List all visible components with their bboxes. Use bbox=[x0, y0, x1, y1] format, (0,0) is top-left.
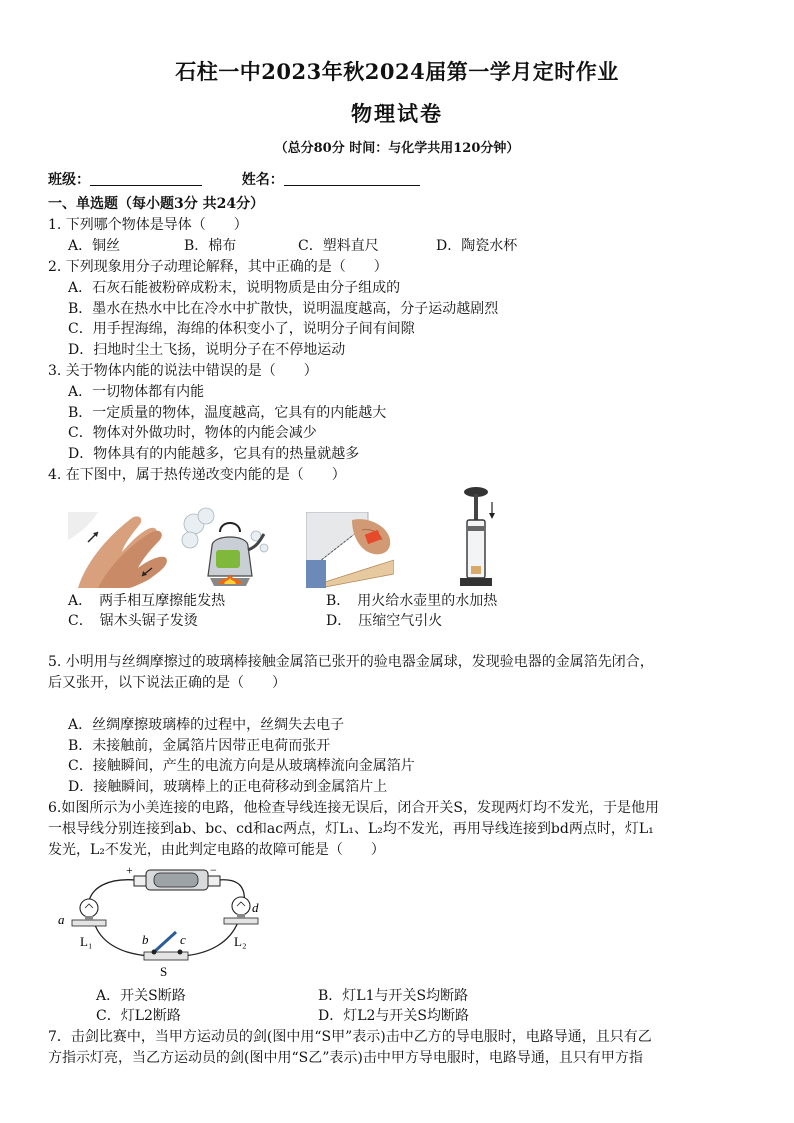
q5-option-b[interactable]: B．未接触前，金属箔片因带正电荷而张开 bbox=[68, 738, 331, 754]
q3-option-c[interactable]: C．物体对外做功时，物体的内能会减少 bbox=[68, 425, 317, 441]
q5-stem-line2: 后又张开，以下说法正确的是（ ） bbox=[48, 675, 286, 691]
class-field[interactable] bbox=[90, 171, 202, 186]
q7-stem-line2: 方指示灯亮，当乙方运动员的剑(图中用“S乙”表示)击中甲方导电服时，电路导通，且只有甲方指 bbox=[48, 1050, 643, 1066]
point-c-label: c bbox=[180, 932, 186, 947]
student-info-row bbox=[48, 170, 420, 190]
q2-option-c[interactable]: C．用手捏海绵，海绵的体积变小了，说明分子间有间隙 bbox=[68, 321, 415, 337]
battery-minus-label: − bbox=[210, 863, 217, 877]
q1-option-a[interactable]: A．铜丝 bbox=[68, 238, 121, 254]
battery-plus-label: + bbox=[126, 863, 133, 877]
q7-stem-line1: 7．击剑比赛中，当甲方运动员的剑(图中用“S甲”表示)击中乙方的导电服时，电路导通，且只有乙 bbox=[48, 1029, 652, 1045]
q5-option-c[interactable]: C．接触瞬间，产生的电流方向是从玻璃棒流向金属箔片 bbox=[68, 758, 415, 774]
q2-option-a[interactable]: A．石灰石能被粉碎成粉末，说明物质是由分子组成的 bbox=[68, 280, 401, 296]
lamp-l1-label: L₁ bbox=[80, 934, 93, 949]
q4-option-a[interactable]: A． 两手相互摩擦能发热 bbox=[68, 593, 226, 609]
q4-option-c[interactable]: C． 锯木头锯子发烫 bbox=[68, 613, 198, 629]
hands-rubbing-image bbox=[68, 512, 174, 588]
q6-option-a[interactable]: A．开关S断路 bbox=[96, 988, 186, 1004]
q5-option-a[interactable]: A．丝绸摩擦玻璃棒的过程中，丝绸失去电子 bbox=[68, 717, 345, 733]
class-label: 班级： bbox=[48, 172, 90, 188]
point-b-label: b bbox=[142, 932, 149, 947]
point-d-label: d bbox=[252, 900, 259, 915]
q1-option-d[interactable]: D．陶瓷水杯 bbox=[436, 238, 518, 254]
q6-option-b[interactable]: B．灯L1与开关S均断路 bbox=[318, 988, 469, 1004]
lamp-l2-label: L₂ bbox=[234, 934, 247, 949]
battery-icon bbox=[134, 870, 220, 890]
exam-title: 石柱一中2023年秋2024届第一学月定时作业 bbox=[175, 59, 619, 84]
q2-option-d[interactable]: D．扫地时尘土飞扬，说明分子在不停地运动 bbox=[68, 342, 346, 358]
q2-stem: 2. 下列现象用分子动理论解释，其中正确的是（ ） bbox=[48, 259, 388, 275]
q2-option-b[interactable]: B．墨水在热水中比在冷水中扩散快，说明温度越高，分子运动越剧烈 bbox=[68, 301, 499, 317]
q6-option-c[interactable]: C．灯L2断路 bbox=[96, 1008, 181, 1024]
q3-option-b[interactable]: B．一定质量的物体，温度越高，它具有的内能越大 bbox=[68, 405, 387, 421]
q1-option-b[interactable]: B．棉布 bbox=[184, 238, 237, 254]
exam-subject: 物理试卷 bbox=[351, 101, 443, 126]
q3-option-a[interactable]: A．一切物体都有内能 bbox=[68, 384, 205, 400]
q3-stem: 3. 关于物体内能的说法中错误的是（ ） bbox=[48, 363, 318, 379]
q5-option-d[interactable]: D．接触瞬间，玻璃棒上的正电荷移动到金属箔片上 bbox=[68, 779, 388, 795]
q6-stem-line2: 一根导线分别连接到ab、bc、cd和ac两点，灯L₁、L₂均不发光，再用导线连接到bd两点时，灯L₁ bbox=[48, 821, 654, 837]
q4-option-b[interactable]: B． 用火给水壶里的水加热 bbox=[326, 593, 498, 609]
section-heading: 一、单选题（每小题3分 共24分） bbox=[48, 196, 265, 212]
air-compression-image bbox=[456, 486, 496, 590]
q5-stem-line1: 5. 小明用与丝绸摩擦过的玻璃棒接触金属箔已张开的验电器金属球，发现验电器的金属箔先闭合， bbox=[48, 654, 654, 670]
sawing-wood-image bbox=[306, 512, 394, 588]
q4-option-d[interactable]: D． 压缩空气引火 bbox=[326, 613, 443, 629]
kettle-heating-image bbox=[180, 506, 270, 590]
q6-stem-line1: 6.如图所示为小美连接的电路，他检查导线连接无误后，闭合开关S，发现两灯均不发光，于是他用 bbox=[48, 800, 659, 816]
q1-option-c[interactable]: C．塑料直尺 bbox=[298, 238, 379, 254]
switch-s-label: S bbox=[160, 964, 168, 979]
point-a-label: a bbox=[58, 912, 65, 927]
q6-option-d[interactable]: D．灯L2与开关S均断路 bbox=[318, 1008, 470, 1024]
q1-stem: 1. 下列哪个物体是导体（ ） bbox=[48, 217, 248, 233]
exam-info: （总分80分 时间：与化学共用120分钟） bbox=[274, 141, 520, 156]
q6-circuit-diagram bbox=[50, 862, 280, 980]
q6-stem-line3: 发光，L₂不发光，由此判定电路的故障可能是（ ） bbox=[48, 842, 385, 858]
name-field[interactable] bbox=[284, 171, 420, 186]
name-label: 姓名： bbox=[241, 172, 284, 188]
bulb-l1-icon bbox=[72, 899, 106, 926]
q3-option-d[interactable]: D．物体具有的内能越多，它具有的热量就越多 bbox=[68, 446, 360, 462]
q4-stem: 4. 在下图中，属于热传递改变内能的是（ ） bbox=[48, 467, 346, 483]
